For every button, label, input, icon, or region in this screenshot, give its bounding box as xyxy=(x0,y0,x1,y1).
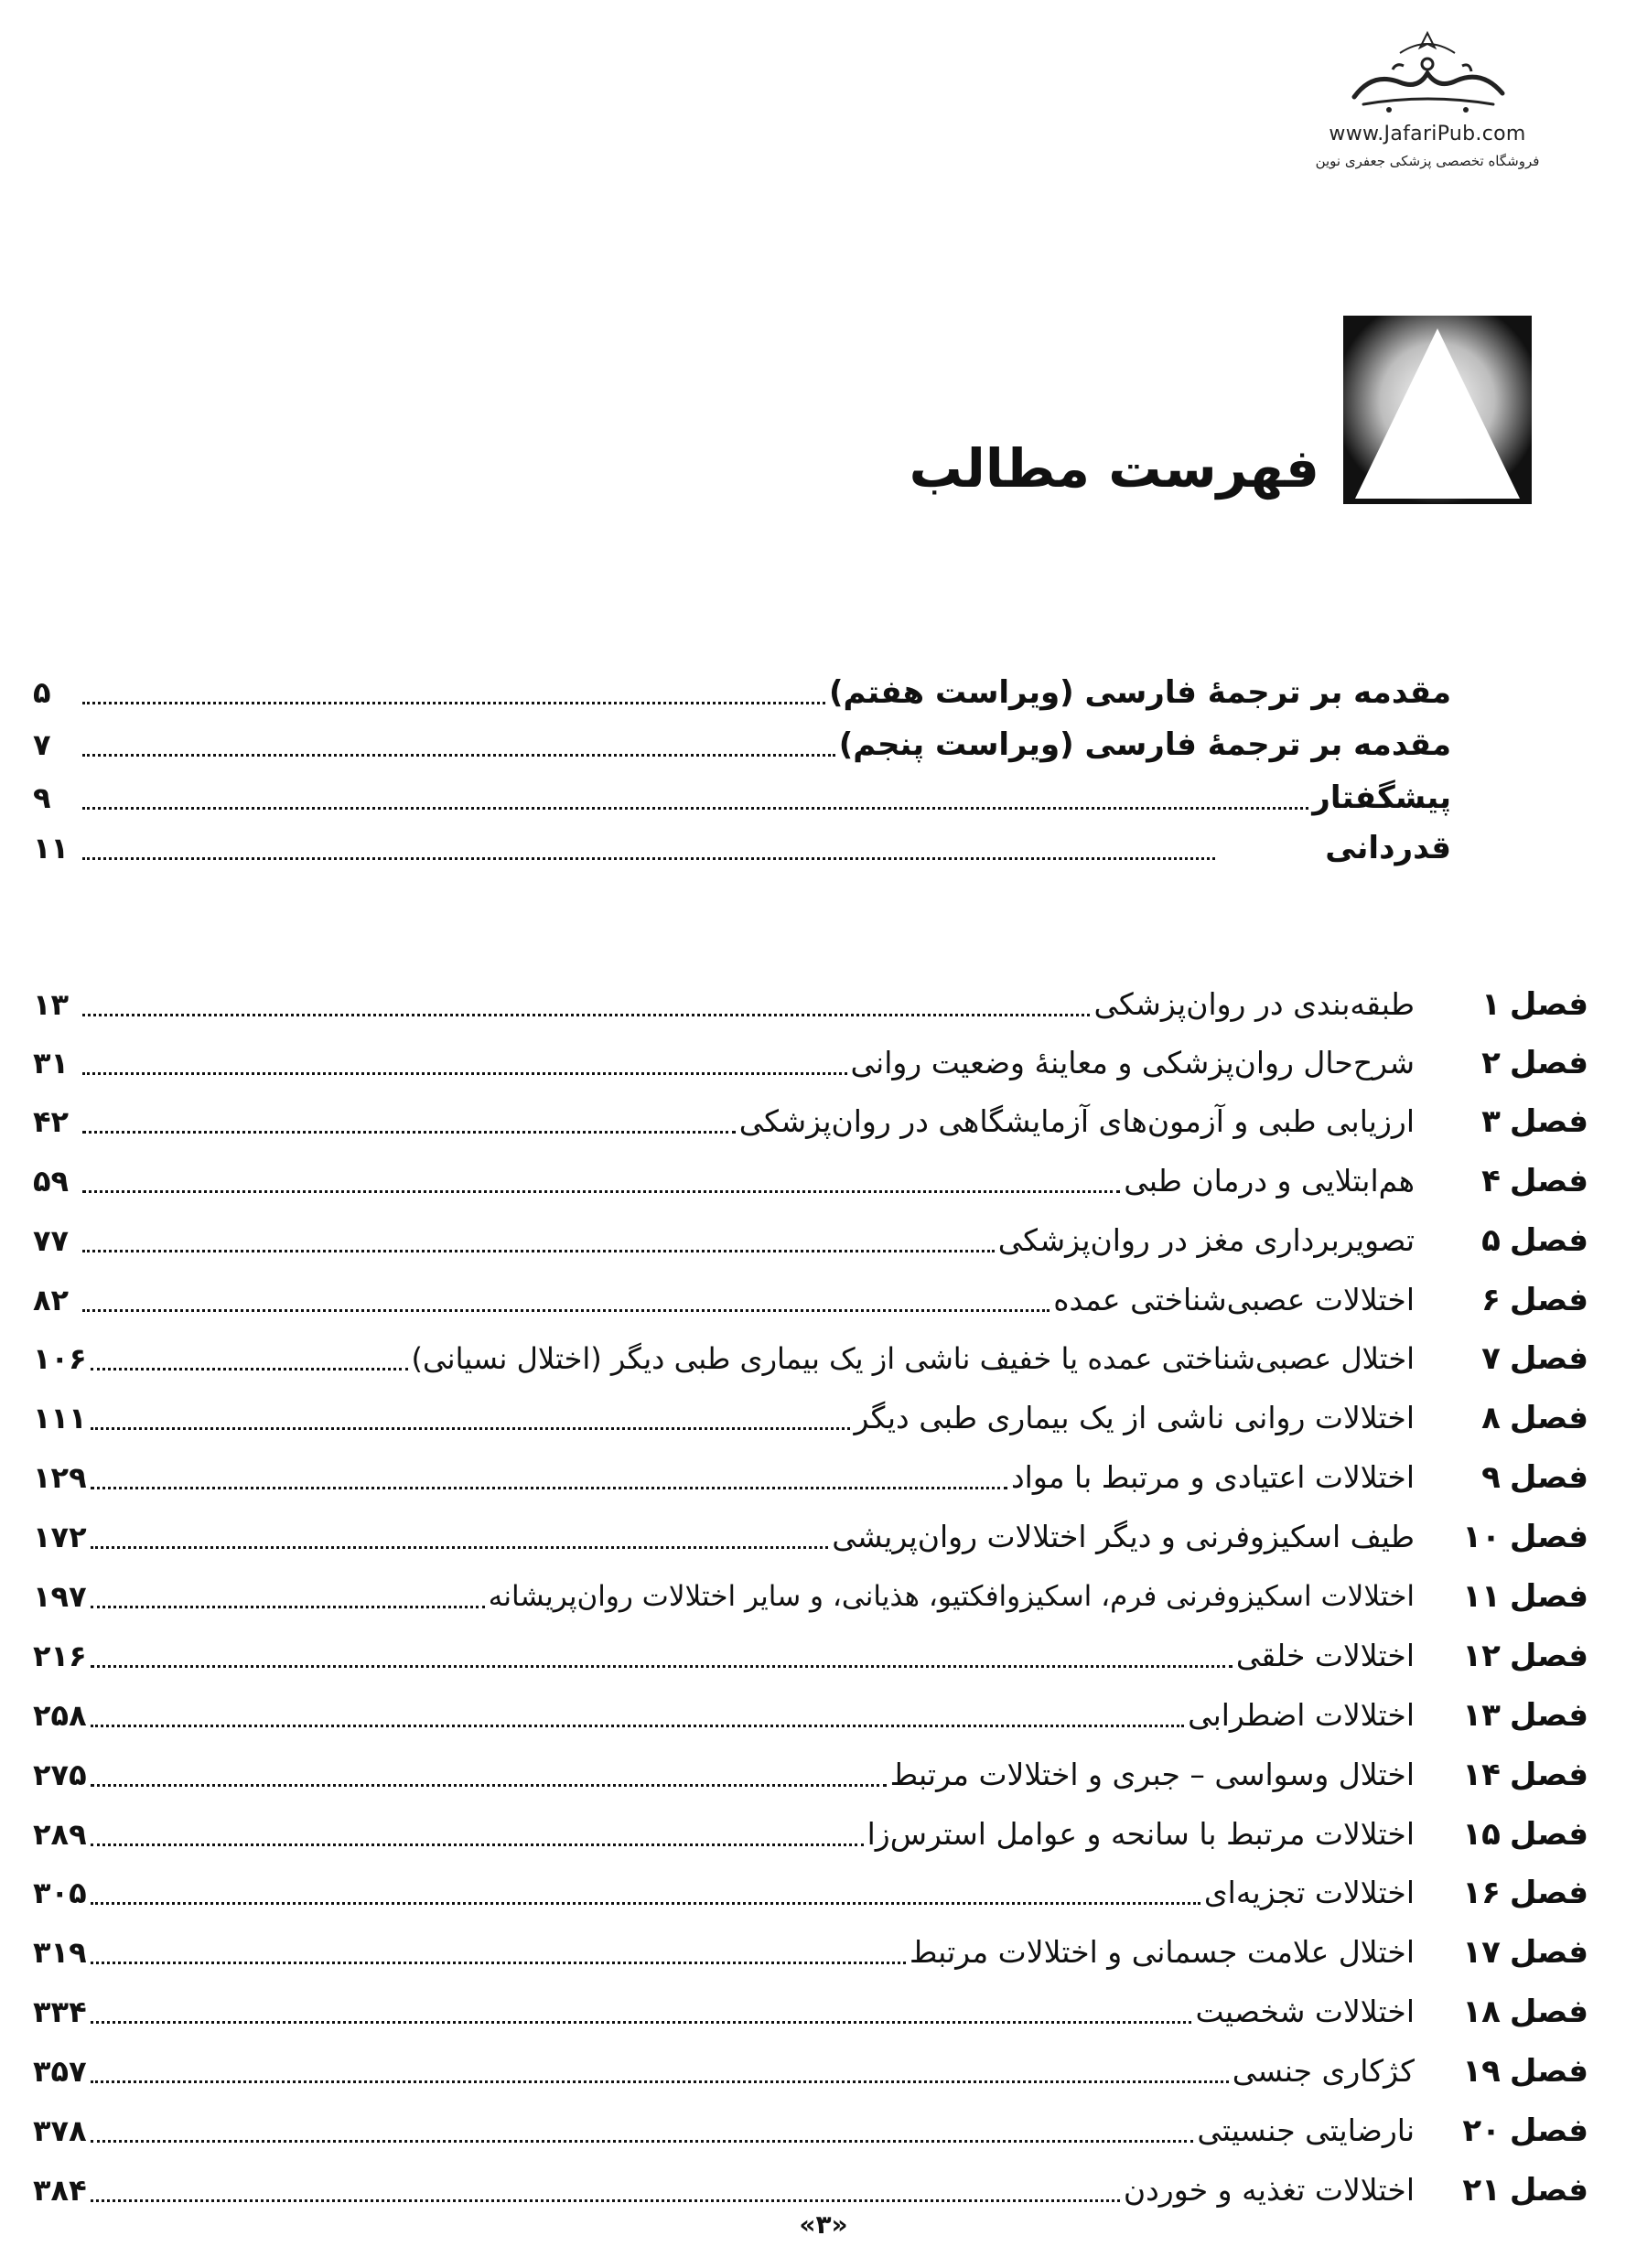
toc-page-number: ۱۹۷ xyxy=(33,1579,87,1614)
toc-page-number: ۱۱۱ xyxy=(33,1401,87,1435)
toc-intro-item[interactable] xyxy=(33,661,1588,713)
chapter-title: تصویربرداری مغز در روان‌پزشکی xyxy=(997,1222,1415,1258)
toc-chapter-row[interactable] xyxy=(33,973,1588,1025)
chapter-title: اختلال وسواسی – جبری و اختلالات مرتبط xyxy=(889,1757,1415,1792)
leader-dots xyxy=(82,1190,1120,1193)
toc-page-number: ۲۸۹ xyxy=(33,1817,87,1852)
chapter-title: اختلالات تجزیه‌ای xyxy=(1203,1875,1415,1910)
chapter-title: اختلالات شخصیت xyxy=(1195,1994,1415,2029)
leader-dots xyxy=(82,702,825,704)
chapter-tag: فصل۱۶ xyxy=(1462,1875,1588,1911)
leader-dots xyxy=(82,807,1308,810)
leader-dots xyxy=(91,1546,829,1549)
toc-intro-label: قدردانی xyxy=(1325,830,1451,866)
triangle-icon xyxy=(1343,316,1532,504)
chapter-tag: فصل۲ xyxy=(1481,1045,1588,1081)
toc-intro-label: مقدمه بر ترجمهٔ فارسی (ویراست هفتم) xyxy=(829,674,1451,711)
toc-page-number: ۳۷۸ xyxy=(33,2113,87,2148)
chapter-title: اختلال عصبی‌شناختی عمده یا خفیف ناشی از یک بیماری طبی دیگر (اختلال نسیانی) xyxy=(411,1341,1415,1376)
chapter-tag: فصل۱۳ xyxy=(1462,1697,1588,1734)
toc-chapter-row[interactable] xyxy=(33,1744,1588,1795)
leader-dots xyxy=(91,2199,1120,2202)
leader-dots xyxy=(82,1309,1050,1312)
chapter-title: اختلالات تغذیه و خوردن xyxy=(1123,2172,1415,2208)
toc-intro-label: پیشگفتار xyxy=(1312,779,1451,816)
toc-chapter-row[interactable] xyxy=(33,1684,1588,1736)
toc-page-number: ۱۰۶ xyxy=(33,1341,87,1376)
chapter-title: طبقه‌بندی در روان‌پزشکی xyxy=(1093,986,1415,1022)
toc-chapter-row[interactable] xyxy=(33,1327,1588,1379)
leader-dots xyxy=(91,1487,1007,1489)
chapter-tag: فصل۵ xyxy=(1481,1222,1588,1259)
chapter-title: هم‌ابتلایی و درمان طبی xyxy=(1124,1163,1415,1198)
toc-chapter-row[interactable] xyxy=(33,1921,1588,1972)
toc-intro-item[interactable] xyxy=(33,767,1588,818)
publisher-logo xyxy=(1304,26,1551,169)
leader-dots xyxy=(91,1784,887,1787)
toc-page-number: ۵ xyxy=(33,675,51,710)
toc-page-number: ۳۱۹ xyxy=(33,1935,87,1970)
chapter-tag: فصل۲۰ xyxy=(1462,2112,1588,2149)
toc-page-number: ۳۸۴ xyxy=(33,2173,87,2208)
leader-dots xyxy=(91,2140,1194,2143)
leader-dots xyxy=(91,1843,864,1846)
chapter-tag: فصل۷ xyxy=(1481,1340,1588,1377)
toc-chapter-row[interactable] xyxy=(33,1625,1588,1676)
toc-chapter-row[interactable] xyxy=(33,1446,1588,1498)
chapter-title: ارزیابی طبی و آزمون‌های آزمایشگاهی در روان‌پزشکی xyxy=(738,1103,1415,1139)
toc-page-number: ۳۰۵ xyxy=(33,1876,87,1910)
toc-chapter-row[interactable] xyxy=(33,1387,1588,1438)
leader-dots xyxy=(82,1014,1090,1016)
leader-dots xyxy=(82,1131,736,1134)
chapter-title: اختلالات اعتیادی و مرتبط با مواد xyxy=(1010,1459,1415,1495)
chapter-tag: فصل۱ xyxy=(1481,986,1588,1023)
chapter-title: نارضایتی جنسیتی xyxy=(1197,2112,1415,2148)
toc-page-number: ۱۳ xyxy=(33,987,70,1022)
toc-page-number: ۳۱ xyxy=(33,1046,70,1080)
toc-page-number: ۹ xyxy=(33,780,51,815)
chapter-tag: فصل۶ xyxy=(1481,1282,1588,1318)
toc-chapter-row[interactable] xyxy=(33,1269,1588,1320)
leader-dots xyxy=(91,1427,851,1430)
chapter-tag: فصل۲۱ xyxy=(1462,2172,1588,2209)
leader-dots xyxy=(91,1725,1184,1727)
publisher-emblem-icon xyxy=(1336,26,1519,117)
toc-chapter-row[interactable] xyxy=(33,1981,1588,2032)
toc-page-number: ۵۹ xyxy=(33,1164,70,1198)
toc-chapter-row[interactable] xyxy=(33,1091,1588,1142)
leader-dots xyxy=(91,2080,1229,2083)
toc-chapter-row[interactable] xyxy=(33,2100,1588,2151)
chapter-title: اختلالات اسکیزوفرنی فرم، اسکیزوافکتیو، هذیانی، و سایر اختلالات روان‌پریشانه xyxy=(488,1580,1415,1613)
toc-intro-label: مقدمه بر ترجمهٔ فارسی (ویراست پنجم) xyxy=(838,726,1451,763)
toc-page-number: ۲۵۸ xyxy=(33,1698,87,1733)
chapter-title: اختلالات مرتبط با سانحه و عوامل استرس‌زا xyxy=(867,1816,1415,1852)
toc-chapter-row[interactable] xyxy=(33,1209,1588,1261)
toc-page-number: ۱۷۲ xyxy=(33,1520,87,1554)
toc-page-number: ۸۲ xyxy=(33,1283,70,1317)
chapter-tag: فصل۹ xyxy=(1481,1459,1588,1496)
chapter-title: اختلالات خلقی xyxy=(1235,1638,1415,1673)
publisher-url[interactable]: www.JafariPub.com xyxy=(1329,123,1526,145)
publisher-subtitle: فروشگاه تخصصی پزشکی جعفری نوین xyxy=(1315,153,1540,169)
leader-dots xyxy=(82,1072,847,1075)
toc-page-number: ۲۷۵ xyxy=(33,1757,87,1792)
toc-page-number: ۱۱ xyxy=(33,831,70,865)
chapter-tag: فصل۴ xyxy=(1481,1163,1588,1199)
toc-intro-item[interactable] xyxy=(33,817,1588,868)
chapter-tag: فصل۱۷ xyxy=(1462,1934,1588,1971)
toc-chapter-row[interactable] xyxy=(33,1032,1588,1083)
page-title: فهرست مطالب xyxy=(909,437,1319,500)
chapter-title: شرح‌حال روان‌پزشکی و معاینهٔ وضعیت روانی xyxy=(850,1045,1415,1080)
chapter-tag: فصل۱۲ xyxy=(1462,1638,1588,1674)
chapter-title: اختلالات اضطرابی xyxy=(1188,1697,1415,1733)
toc-intro-item[interactable] xyxy=(33,714,1588,765)
page-number-footer: «۳» xyxy=(799,2209,848,2240)
toc-chapter-row[interactable] xyxy=(33,1506,1588,1557)
toc-page-number: ۳۳۴ xyxy=(33,1994,87,2029)
toc-chapter-row[interactable] xyxy=(33,1803,1588,1854)
chapter-title: طیف اسکیزوفرنی و دیگر اختلالات روان‌پریشی xyxy=(832,1519,1415,1554)
leader-dots xyxy=(82,1250,995,1252)
toc-chapter-row[interactable] xyxy=(33,2159,1588,2210)
toc-page-number: ۷۷ xyxy=(33,1223,70,1258)
chapter-tag: فصل۳ xyxy=(1481,1103,1588,1140)
leader-dots xyxy=(91,1368,408,1370)
toc-chapter-row[interactable] xyxy=(33,1862,1588,1913)
chapter-tag: فصل۱۸ xyxy=(1462,1994,1588,2030)
leader-dots xyxy=(82,754,835,757)
toc-chapter-row[interactable] xyxy=(33,2040,1588,2091)
toc-page-number: ۷ xyxy=(33,727,51,762)
chapter-tag: فصل۱۹ xyxy=(1462,2053,1588,2090)
chapter-tag: فصل۱۵ xyxy=(1462,1816,1588,1853)
toc-page-number: ۴۲ xyxy=(33,1104,70,1139)
chapter-tag: فصل۸ xyxy=(1481,1400,1588,1436)
toc-chapter-row[interactable] xyxy=(33,1565,1588,1617)
chapter-title: اختلالات عصبی‌شناختی عمده xyxy=(1053,1282,1415,1317)
toc-page-number: ۳۵۷ xyxy=(33,2054,87,2089)
leader-dots xyxy=(91,1962,906,1964)
leader-dots xyxy=(82,857,1215,860)
chapter-tag: فصل۱۴ xyxy=(1462,1757,1588,1793)
toc-page-number: ۲۱۶ xyxy=(33,1639,87,1673)
chapter-title: کژکاری جنسی xyxy=(1232,2053,1415,2089)
chapter-tag: فصل۱۱ xyxy=(1462,1578,1588,1615)
chapter-title: اختلالات روانی ناشی از یک بیماری طبی دیگر xyxy=(854,1400,1415,1435)
chapter-tag: فصل۱۰ xyxy=(1462,1519,1588,1555)
leader-dots xyxy=(91,1665,1233,1668)
toc-page-number: ۱۲۹ xyxy=(33,1460,87,1495)
leader-dots xyxy=(91,1902,1200,1905)
leader-dots xyxy=(91,1606,485,1608)
chapter-title: اختلال علامت جسمانی و اختلالات مرتبط xyxy=(909,1934,1415,1970)
toc-chapter-row[interactable] xyxy=(33,1150,1588,1201)
leader-dots xyxy=(91,2021,1192,2024)
